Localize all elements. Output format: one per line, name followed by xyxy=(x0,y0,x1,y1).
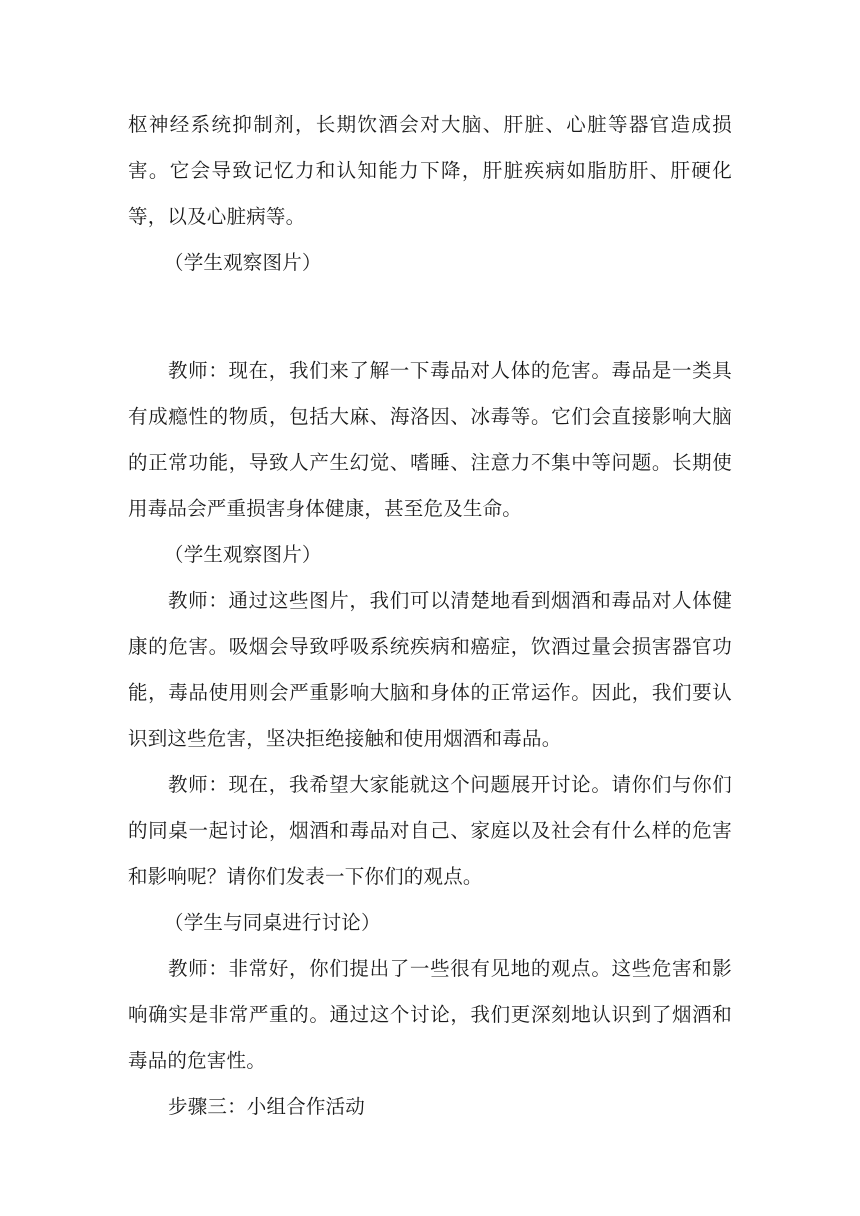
paragraph-drug-harm: 教师：现在，我们来了解一下毒品对人体的危害。毒品是一类具有成瘾性的物质，包括大麻、海洛因、冰毒等。它们会直接影响大脑的正常功能，导致人产生幻觉、嗜睡、注意力不集中等问题。长期使用毒品会严重损害身体健康，甚至危及生命。 xyxy=(128,359,732,520)
paragraph-health-summary: 教师：通过这些图片，我们可以清楚地看到烟酒和毒品对人体健康的危害。吸烟会导致呼吸系统疾病和癌症，饮酒过量会损害器官功能，毒品使用则会严重影响大脑和身体的正常运作。因此，我们要认识到这些危害，坚决拒绝接触和使用烟酒和毒品。 xyxy=(128,589,732,750)
step-three-heading: 步骤三：小组合作活动 xyxy=(168,1095,366,1118)
paragraph-discussion-prompt: 教师：现在，我希望大家能就这个问题展开讨论。请你们与你们的同桌一起讨论，烟酒和毒品对自己、家庭以及社会有什么样的危害和影响呢？请你们发表一下你们的观点。 xyxy=(128,773,732,888)
note-students-observe-pictures-1: （学生观察图片） xyxy=(164,251,322,274)
note-students-discuss: （学生与同桌进行讨论） xyxy=(164,911,381,934)
paragraph-alcohol-harm: 枢神经系统抑制剂，长期饮酒会对大脑、肝脏、心脏等器官造成损害。它会导致记忆力和认知能力下降，肝脏疾病如脂肪肝、肝硬化等，以及心脏病等。 xyxy=(128,113,732,228)
paragraph-teacher-feedback: 教师：非常好，你们提出了一些很有见地的观点。这些危害和影响确实是非常严重的。通过这个讨论，我们更深刻地认识到了烟酒和毒品的危害性。 xyxy=(128,957,732,1072)
document-body xyxy=(128,102,732,1130)
note-students-observe-pictures-2: （学生观察图片） xyxy=(164,543,322,566)
